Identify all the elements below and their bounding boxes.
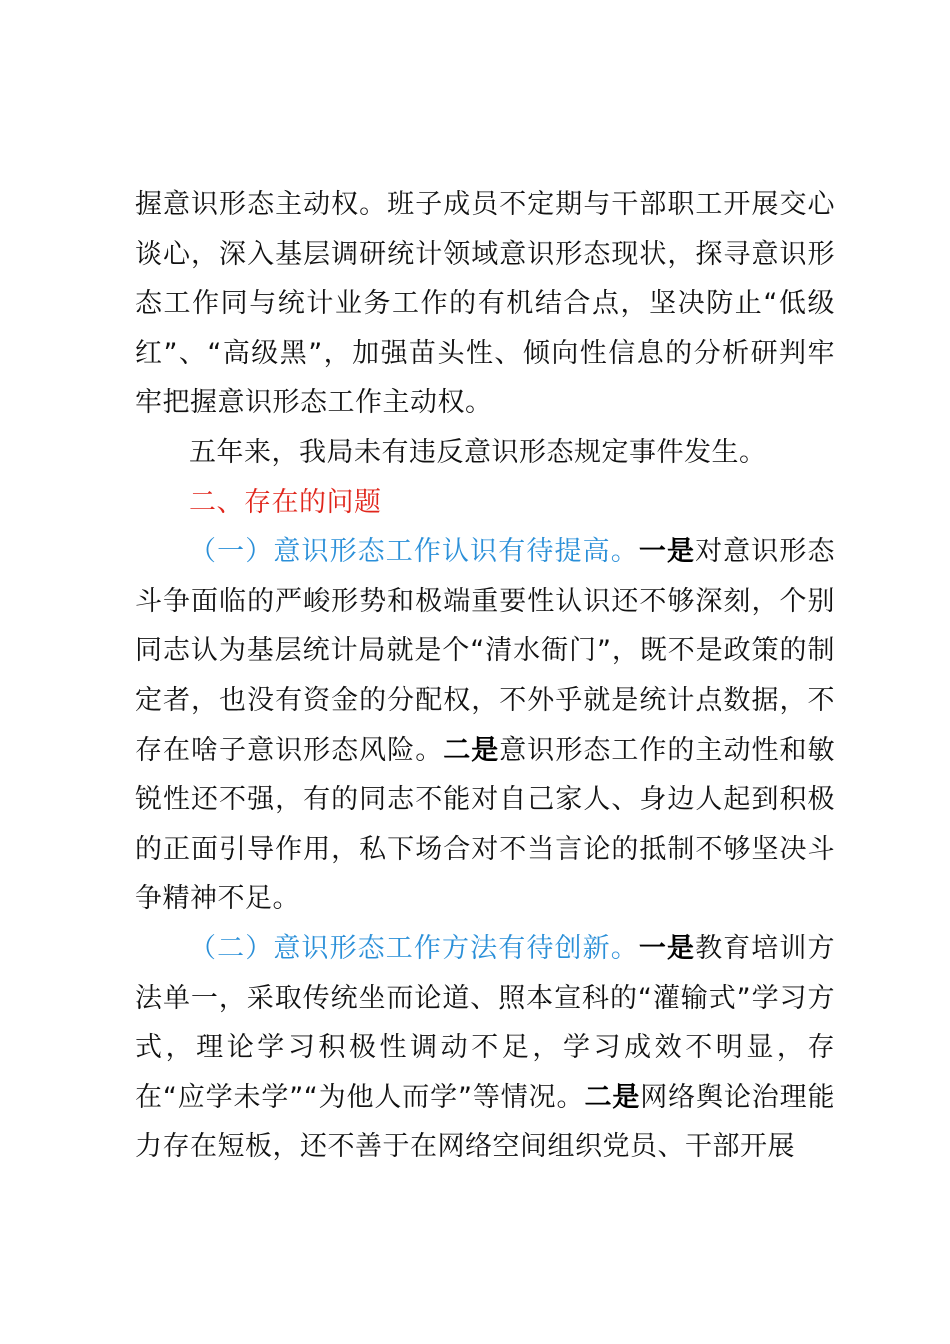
problem-item-1-lead-2: 二是	[443, 734, 500, 766]
problem-item-2	[135, 924, 835, 1172]
section-heading: 二、存在的问题	[189, 486, 382, 518]
problem-item-1-heading: （一）意识形态工作认识有待提高。	[189, 536, 639, 568]
problem-item-2-text-1: 教育培训方法单一，采取传统坐而论道、照本宣科的“灌输式”学习方式，理论学习积极性调动不足，学习成效不明显，存在“应学未学”“为他人而学”等情况。	[135, 932, 836, 1113]
paragraph-continued: 握意识形态主动权。班子成员不定期与干部职工开展交心谈心，深入基层调研统计领域意识形态现状，探寻意识形态工作同与统计业务工作的有机结合点，坚决防止“低级红”、“高级黑”，加强苗头性、倾向性信息的分析研判牢牢把握意识形态工作主动权。	[135, 189, 835, 419]
document-body	[135, 180, 835, 1172]
paragraph-summary: 五年来，我局未有违反意识形态规定事件发生。	[189, 436, 767, 468]
problem-item-2-heading: （二）意识形态工作方法有待创新。	[189, 932, 639, 964]
problem-item-1-text-1: 对意识形态斗争面临的严峻形势和极端重要性认识还不够深刻，个别同志认为基层统计局就是个“清水衙门”，既不是政策的制定者，也没有资金的分配权，不外乎就是统计点数据，不存在啥子意识形态风险。	[135, 536, 836, 766]
problem-item-1-text-2: 意识形态工作的主动性和敏锐性还不强，有的同志不能对自己家人、身边人起到积极的正面引导作用，私下场合对不当言论的抵制不够坚决斗争精神不足。	[135, 734, 836, 915]
problem-item-2-lead-1: 一是	[638, 932, 696, 964]
problem-item-1	[135, 527, 835, 924]
problem-item-2-text-2: 网络舆论治理能力存在短板，还不善于在网络空间组织党员、干部开展	[135, 1081, 836, 1163]
problem-item-1-lead-1: 一是	[638, 536, 696, 568]
problem-item-2-lead-2: 二是	[584, 1081, 641, 1113]
